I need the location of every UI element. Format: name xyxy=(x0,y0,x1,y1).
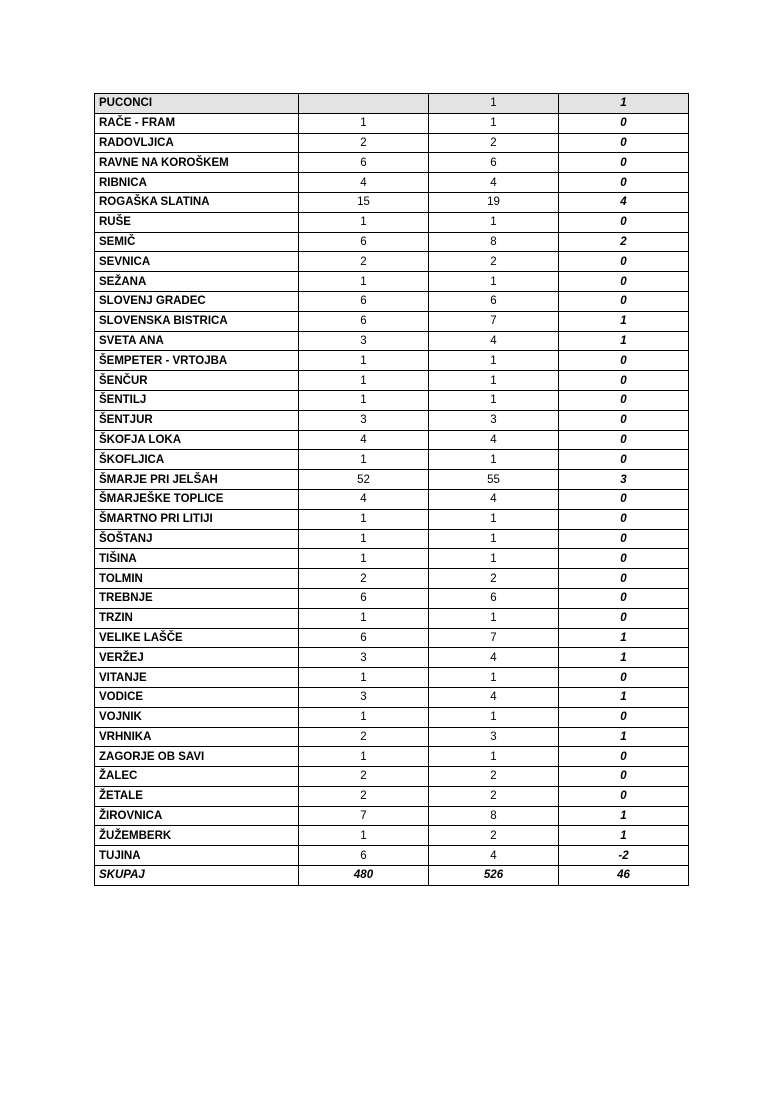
table-row xyxy=(95,470,689,490)
table-row xyxy=(95,192,689,212)
municipality-name-cell: SEMIČ xyxy=(95,232,299,252)
difference-cell: 1 xyxy=(559,648,689,668)
table-row xyxy=(95,94,689,114)
value-a-cell: 3 xyxy=(299,410,429,430)
difference-cell: 46 xyxy=(559,866,689,886)
table-row xyxy=(95,489,689,509)
value-b-cell: 3 xyxy=(429,410,559,430)
value-a-cell: 1 xyxy=(299,272,429,292)
value-a-cell: 3 xyxy=(299,687,429,707)
value-b-cell: 7 xyxy=(429,311,559,331)
table-row xyxy=(95,846,689,866)
value-a-cell: 1 xyxy=(299,668,429,688)
municipality-name-cell: VERŽEJ xyxy=(95,648,299,668)
difference-cell: 0 xyxy=(559,173,689,193)
value-b-cell: 1 xyxy=(429,668,559,688)
value-a-cell: 1 xyxy=(299,371,429,391)
difference-cell: 4 xyxy=(559,192,689,212)
value-a-cell xyxy=(299,94,429,114)
value-b-cell: 526 xyxy=(429,866,559,886)
value-b-cell: 2 xyxy=(429,569,559,589)
difference-cell: 1 xyxy=(559,687,689,707)
difference-cell: 0 xyxy=(559,113,689,133)
value-a-cell: 2 xyxy=(299,569,429,589)
table-row xyxy=(95,252,689,272)
municipality-name-cell: ŠKOFLJICA xyxy=(95,450,299,470)
table-row xyxy=(95,371,689,391)
table-row xyxy=(95,549,689,569)
value-a-cell: 6 xyxy=(299,232,429,252)
municipality-name-cell: ŽIROVNICA xyxy=(95,806,299,826)
difference-cell: 1 xyxy=(559,311,689,331)
value-a-cell: 6 xyxy=(299,588,429,608)
value-a-cell: 1 xyxy=(299,707,429,727)
municipality-name-cell: ŠEMPETER - VRTOJBA xyxy=(95,351,299,371)
value-b-cell: 1 xyxy=(429,549,559,569)
value-a-cell: 2 xyxy=(299,133,429,153)
difference-cell: 0 xyxy=(559,371,689,391)
value-a-cell: 4 xyxy=(299,430,429,450)
value-b-cell: 4 xyxy=(429,173,559,193)
table-row xyxy=(95,806,689,826)
municipality-table xyxy=(94,93,689,886)
table-row xyxy=(95,529,689,549)
value-b-cell: 7 xyxy=(429,628,559,648)
value-b-cell: 4 xyxy=(429,489,559,509)
value-b-cell: 4 xyxy=(429,430,559,450)
value-b-cell: 1 xyxy=(429,707,559,727)
difference-cell: 0 xyxy=(559,252,689,272)
value-a-cell: 1 xyxy=(299,450,429,470)
value-a-cell: 1 xyxy=(299,390,429,410)
municipality-name-cell: ŠMARJE PRI JELŠAH xyxy=(95,470,299,490)
difference-cell: 0 xyxy=(559,291,689,311)
value-a-cell: 2 xyxy=(299,252,429,272)
difference-cell: 1 xyxy=(559,806,689,826)
municipality-name-cell: TUJINA xyxy=(95,846,299,866)
value-b-cell: 1 xyxy=(429,94,559,114)
value-b-cell: 1 xyxy=(429,113,559,133)
municipality-name-cell: ŽUŽEMBERK xyxy=(95,826,299,846)
difference-cell: 0 xyxy=(559,767,689,787)
value-b-cell: 2 xyxy=(429,826,559,846)
difference-cell: 1 xyxy=(559,331,689,351)
municipality-name-cell: VODICE xyxy=(95,687,299,707)
table-row xyxy=(95,232,689,252)
value-a-cell: 4 xyxy=(299,173,429,193)
municipality-name-cell: SEVNICA xyxy=(95,252,299,272)
municipality-name-cell: ŽETALE xyxy=(95,786,299,806)
municipality-name-cell: VITANJE xyxy=(95,668,299,688)
municipality-name-cell: PUCONCI xyxy=(95,94,299,114)
value-a-cell: 1 xyxy=(299,747,429,767)
value-b-cell: 19 xyxy=(429,192,559,212)
table-row xyxy=(95,668,689,688)
difference-cell: 0 xyxy=(559,212,689,232)
difference-cell: 3 xyxy=(559,470,689,490)
municipality-name-cell: SLOVENJ GRADEC xyxy=(95,291,299,311)
value-b-cell: 2 xyxy=(429,767,559,787)
difference-cell: 0 xyxy=(559,272,689,292)
value-b-cell: 1 xyxy=(429,272,559,292)
difference-cell: 0 xyxy=(559,509,689,529)
table-row xyxy=(95,133,689,153)
difference-cell: 0 xyxy=(559,747,689,767)
municipality-name-cell: ŽALEC xyxy=(95,767,299,787)
value-b-cell: 2 xyxy=(429,786,559,806)
value-a-cell: 1 xyxy=(299,509,429,529)
table-row xyxy=(95,390,689,410)
municipality-name-cell: SEŽANA xyxy=(95,272,299,292)
table-row xyxy=(95,727,689,747)
value-b-cell: 1 xyxy=(429,529,559,549)
municipality-name-cell: RADOVLJICA xyxy=(95,133,299,153)
difference-cell: 1 xyxy=(559,628,689,648)
difference-cell: 0 xyxy=(559,153,689,173)
municipality-name-cell: VOJNIK xyxy=(95,707,299,727)
table-row xyxy=(95,569,689,589)
municipality-name-cell: RIBNICA xyxy=(95,173,299,193)
municipality-name-cell: ŠENČUR xyxy=(95,371,299,391)
difference-cell: 0 xyxy=(559,489,689,509)
value-b-cell: 1 xyxy=(429,371,559,391)
municipality-name-cell: ŠMARTNO PRI LITIJI xyxy=(95,509,299,529)
difference-cell: -2 xyxy=(559,846,689,866)
value-b-cell: 3 xyxy=(429,727,559,747)
municipality-name-cell: TIŠINA xyxy=(95,549,299,569)
value-a-cell: 2 xyxy=(299,767,429,787)
difference-cell: 0 xyxy=(559,351,689,371)
municipality-name-cell: TOLMIN xyxy=(95,569,299,589)
table-row xyxy=(95,687,689,707)
total-row xyxy=(95,866,689,886)
value-b-cell: 4 xyxy=(429,648,559,668)
value-b-cell: 2 xyxy=(429,252,559,272)
value-a-cell: 7 xyxy=(299,806,429,826)
municipality-name-cell: SVETA ANA xyxy=(95,331,299,351)
municipality-name-cell: VELIKE LAŠČE xyxy=(95,628,299,648)
difference-cell: 0 xyxy=(559,549,689,569)
value-a-cell: 52 xyxy=(299,470,429,490)
municipality-name-cell: ŠOŠTANJ xyxy=(95,529,299,549)
value-a-cell: 1 xyxy=(299,113,429,133)
value-a-cell: 6 xyxy=(299,846,429,866)
value-b-cell: 8 xyxy=(429,232,559,252)
table-row xyxy=(95,826,689,846)
value-a-cell: 6 xyxy=(299,628,429,648)
value-a-cell: 1 xyxy=(299,826,429,846)
table-row xyxy=(95,311,689,331)
table-row xyxy=(95,430,689,450)
difference-cell: 2 xyxy=(559,232,689,252)
value-b-cell: 1 xyxy=(429,509,559,529)
difference-cell: 1 xyxy=(559,94,689,114)
value-b-cell: 1 xyxy=(429,212,559,232)
difference-cell: 0 xyxy=(559,668,689,688)
table-row xyxy=(95,291,689,311)
difference-cell: 0 xyxy=(559,430,689,450)
table-row xyxy=(95,509,689,529)
value-b-cell: 6 xyxy=(429,588,559,608)
difference-cell: 0 xyxy=(559,133,689,153)
table-row xyxy=(95,410,689,430)
difference-cell: 0 xyxy=(559,707,689,727)
table-row xyxy=(95,786,689,806)
value-a-cell: 2 xyxy=(299,727,429,747)
difference-cell: 0 xyxy=(559,529,689,549)
value-a-cell: 1 xyxy=(299,351,429,371)
value-a-cell: 1 xyxy=(299,212,429,232)
value-b-cell: 1 xyxy=(429,351,559,371)
value-a-cell: 6 xyxy=(299,291,429,311)
table-row xyxy=(95,588,689,608)
value-b-cell: 55 xyxy=(429,470,559,490)
table-row xyxy=(95,272,689,292)
value-b-cell: 8 xyxy=(429,806,559,826)
value-b-cell: 4 xyxy=(429,687,559,707)
value-b-cell: 4 xyxy=(429,331,559,351)
value-a-cell: 15 xyxy=(299,192,429,212)
value-a-cell: 1 xyxy=(299,549,429,569)
table-body xyxy=(95,94,689,886)
value-b-cell: 6 xyxy=(429,291,559,311)
municipality-name-cell: SLOVENSKA BISTRICA xyxy=(95,311,299,331)
value-b-cell: 1 xyxy=(429,390,559,410)
municipality-name-cell: RAVNE NA KOROŠKEM xyxy=(95,153,299,173)
municipality-name-cell: ŠKOFJA LOKA xyxy=(95,430,299,450)
difference-cell: 0 xyxy=(559,588,689,608)
municipality-name-cell: TREBNJE xyxy=(95,588,299,608)
table-row xyxy=(95,628,689,648)
difference-cell: 1 xyxy=(559,826,689,846)
value-a-cell: 1 xyxy=(299,608,429,628)
value-a-cell: 1 xyxy=(299,529,429,549)
value-a-cell: 6 xyxy=(299,311,429,331)
value-a-cell: 480 xyxy=(299,866,429,886)
municipality-name-cell: ZAGORJE OB SAVI xyxy=(95,747,299,767)
difference-cell: 0 xyxy=(559,608,689,628)
value-b-cell: 2 xyxy=(429,133,559,153)
value-b-cell: 1 xyxy=(429,747,559,767)
difference-cell: 0 xyxy=(559,390,689,410)
municipality-name-cell: TRZIN xyxy=(95,608,299,628)
municipality-name-cell: VRHNIKA xyxy=(95,727,299,747)
difference-cell: 0 xyxy=(559,569,689,589)
value-b-cell: 1 xyxy=(429,450,559,470)
value-b-cell: 1 xyxy=(429,608,559,628)
value-a-cell: 2 xyxy=(299,786,429,806)
difference-cell: 0 xyxy=(559,450,689,470)
table-row xyxy=(95,113,689,133)
municipality-name-cell: ŠENTJUR xyxy=(95,410,299,430)
table-row xyxy=(95,212,689,232)
value-b-cell: 6 xyxy=(429,153,559,173)
value-a-cell: 3 xyxy=(299,648,429,668)
difference-cell: 1 xyxy=(559,727,689,747)
value-a-cell: 6 xyxy=(299,153,429,173)
difference-cell: 0 xyxy=(559,410,689,430)
difference-cell: 0 xyxy=(559,786,689,806)
table-row xyxy=(95,331,689,351)
value-a-cell: 4 xyxy=(299,489,429,509)
table-row xyxy=(95,153,689,173)
table-row xyxy=(95,173,689,193)
table-row xyxy=(95,747,689,767)
table-row xyxy=(95,648,689,668)
table-row xyxy=(95,450,689,470)
value-a-cell: 3 xyxy=(299,331,429,351)
table-row xyxy=(95,707,689,727)
table-row xyxy=(95,608,689,628)
municipality-name-cell: SKUPAJ xyxy=(95,866,299,886)
municipality-name-cell: ROGAŠKA SLATINA xyxy=(95,192,299,212)
table-row xyxy=(95,351,689,371)
municipality-name-cell: RAČE - FRAM xyxy=(95,113,299,133)
table-row xyxy=(95,767,689,787)
municipality-name-cell: ŠENTILJ xyxy=(95,390,299,410)
municipality-name-cell: ŠMARJEŠKE TOPLICE xyxy=(95,489,299,509)
value-b-cell: 4 xyxy=(429,846,559,866)
municipality-name-cell: RUŠE xyxy=(95,212,299,232)
